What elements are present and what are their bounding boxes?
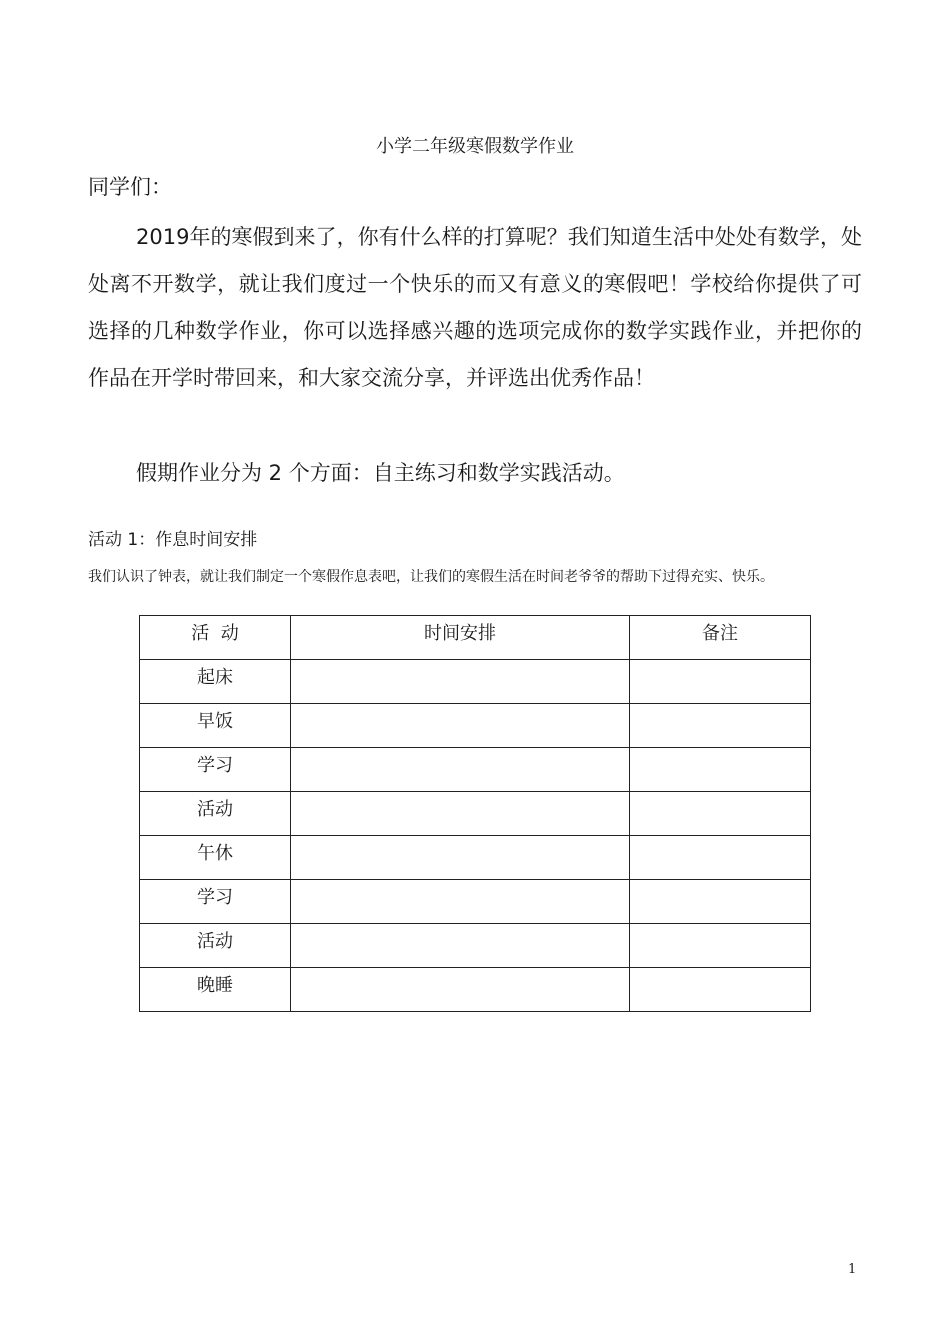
table-header-row <box>140 616 811 660</box>
table-row <box>140 880 811 924</box>
schedule-table <box>139 615 811 1012</box>
header-note: 备注 <box>630 616 811 660</box>
table-row <box>140 704 811 748</box>
table-row <box>140 660 811 704</box>
activity-cell: 午休 <box>140 836 291 880</box>
table-row <box>140 968 811 1012</box>
activity-cell: 学习 <box>140 880 291 924</box>
time-cell[interactable] <box>291 968 630 1012</box>
activity-cell: 学习 <box>140 748 291 792</box>
note-cell[interactable] <box>630 924 811 968</box>
summary-paragraph: 假期作业分为 2 个方面：自主练习和数学实践活动。 <box>136 461 625 485</box>
note-cell[interactable] <box>630 836 811 880</box>
time-cell[interactable] <box>291 880 630 924</box>
note-cell[interactable] <box>630 792 811 836</box>
activity-cell: 活动 <box>140 924 291 968</box>
header-activity: 活 动 <box>140 616 291 660</box>
time-cell[interactable] <box>291 836 630 880</box>
table-row <box>140 748 811 792</box>
page-title: 小学二年级寒假数学作业 <box>376 136 574 157</box>
table-row <box>140 836 811 880</box>
time-cell[interactable] <box>291 660 630 704</box>
time-cell[interactable] <box>291 924 630 968</box>
note-cell[interactable] <box>630 880 811 924</box>
activity-description: 我们认识了钟表，就让我们制定一个寒假作息表吧，让我们的寒假生活在时间老爷爷的帮助下过得充实、快乐。 <box>88 569 774 585</box>
activity-cell: 起床 <box>140 660 291 704</box>
activity-cell: 活动 <box>140 792 291 836</box>
note-cell[interactable] <box>630 704 811 748</box>
note-cell[interactable] <box>630 660 811 704</box>
activity-cell: 早饭 <box>140 704 291 748</box>
intro-paragraph: 2019年的寒假到来了，你有什么样的打算呢？我们知道生活中处处有数学，处处离不开数学，就让我们度过一个快乐的而又有意义的寒假吧！学校给你提供了可选择的几种数学作业，你可以选择感兴趣的选项完成你的数学实践作业，并把你的作品在开学时带回来，和大家交流分享，并评选出优秀作品！ <box>88 225 862 390</box>
note-cell[interactable] <box>630 748 811 792</box>
note-cell[interactable] <box>630 968 811 1012</box>
time-cell[interactable] <box>291 792 630 836</box>
time-cell[interactable] <box>291 748 630 792</box>
header-time: 时间安排 <box>291 616 630 660</box>
table-row <box>140 924 811 968</box>
time-cell[interactable] <box>291 704 630 748</box>
greeting: 同学们： <box>88 175 172 199</box>
table-row <box>140 792 811 836</box>
activity-cell: 晚睡 <box>140 968 291 1012</box>
activity-title: 活动 1：作息时间安排 <box>88 530 258 550</box>
page-number: 1 <box>848 1262 857 1277</box>
